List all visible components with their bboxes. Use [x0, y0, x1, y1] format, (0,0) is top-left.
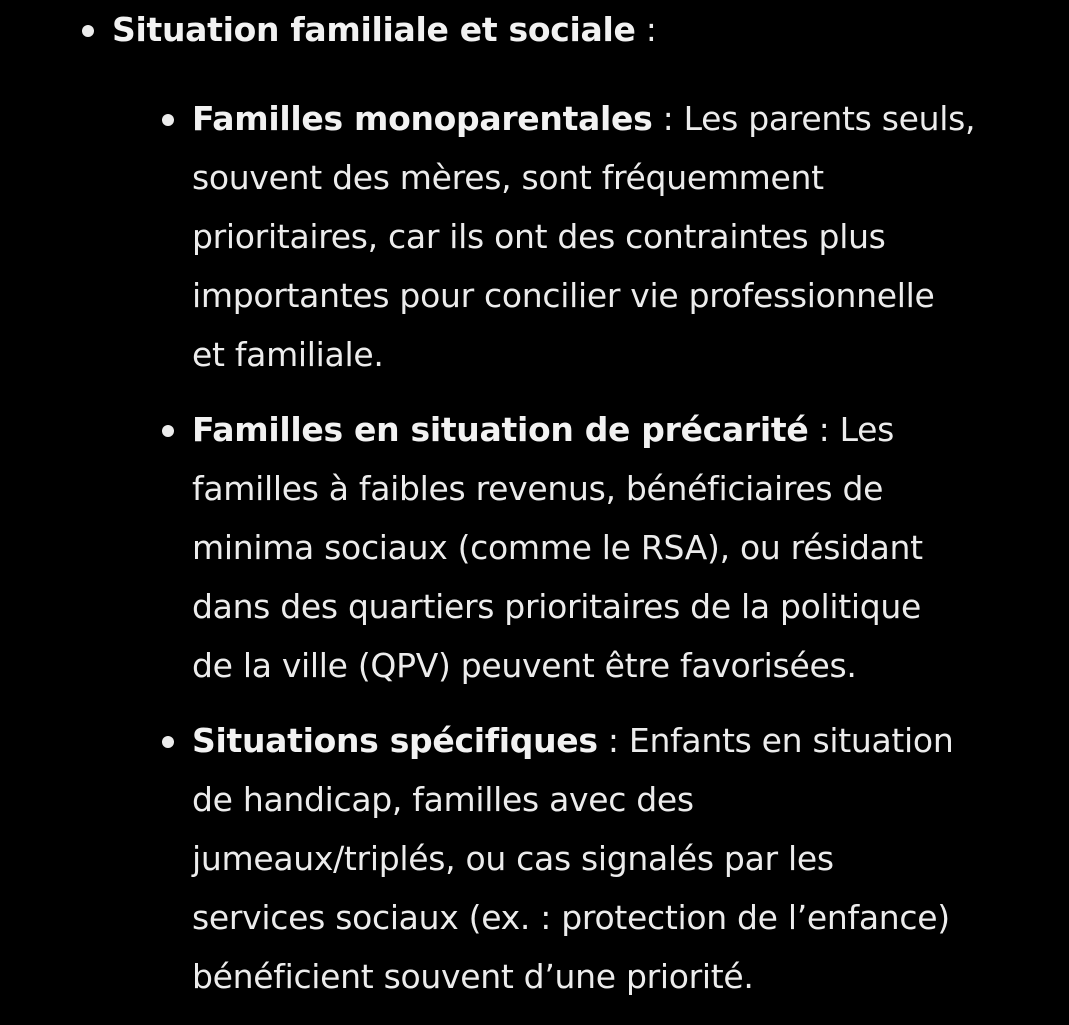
- bullet-icon: [162, 114, 174, 126]
- sub-item-strong: Situations spécifiques: [192, 721, 598, 760]
- sub-item-text: : Les: [808, 410, 895, 449]
- section-heading-suffix: :: [635, 10, 657, 49]
- sub-item-line: services sociaux (ex. : protection de l’enfance): [192, 898, 950, 937]
- sub-item-line: [192, 97, 975, 141]
- sub-item-line: [192, 408, 894, 452]
- section-heading-strong: Situation familiale et sociale: [112, 10, 636, 49]
- bullet-icon: [82, 25, 94, 37]
- bullet-icon: [162, 736, 174, 748]
- sub-item-text: : Enfants en situation: [597, 721, 954, 760]
- sub-item-line: familles à faibles revenus, bénéficiaires de: [192, 469, 884, 508]
- sub-item-line: jumeaux/triplés, ou cas signalés par les: [192, 839, 834, 878]
- sub-item-line: et familiale.: [192, 335, 384, 374]
- sub-item-line: bénéficient souvent d’une priorité.: [192, 957, 754, 996]
- sub-item-line: de handicap, familles avec des: [192, 780, 694, 819]
- sub-item-line: [192, 719, 953, 763]
- sub-item-line: de la ville (QPV) peuvent être favorisées.: [192, 646, 857, 685]
- section-heading: [112, 8, 657, 52]
- sub-item-line: dans des quartiers prioritaires de la politique: [192, 587, 922, 626]
- sub-item-line: importantes pour concilier vie professionnelle: [192, 276, 935, 315]
- sub-item-strong: Familles en situation de précarité: [192, 410, 809, 449]
- sub-item-line: souvent des mères, sont fréquemment: [192, 158, 824, 197]
- sub-item-strong: Familles monoparentales: [192, 99, 653, 138]
- sub-item-line: prioritaires, car ils ont des contraintes plus: [192, 217, 886, 256]
- sub-item-text: : Les parents seuls,: [652, 99, 976, 138]
- bullet-icon: [162, 425, 174, 437]
- sub-item-line: minima sociaux (comme le RSA), ou résidant: [192, 528, 923, 567]
